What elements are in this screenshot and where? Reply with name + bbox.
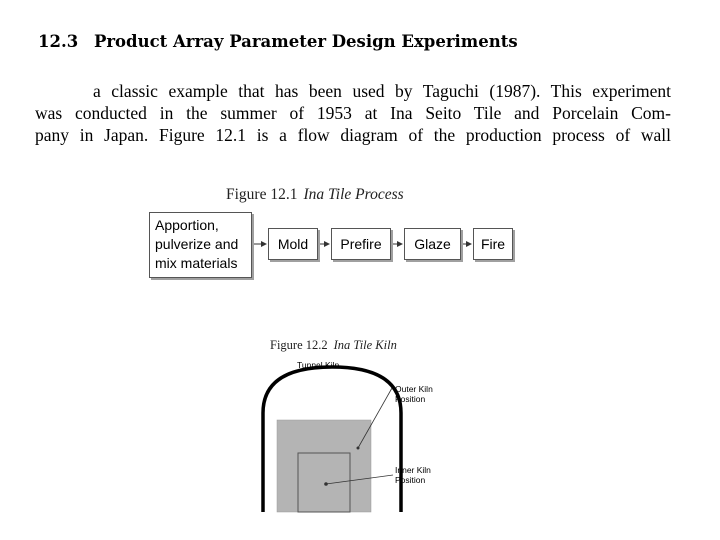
outer-position-pointer xyxy=(358,388,392,448)
figure-label: Figure 12.1 xyxy=(226,186,298,203)
section-title: Product Array Parameter Design Experiments xyxy=(93,32,518,51)
figure-title: Ina Tile Kiln xyxy=(333,338,397,352)
section-number: 12.3 xyxy=(38,32,79,51)
paragraph-line: a classic example that has been used by Taguchi (1987). This experiment xyxy=(93,81,671,101)
figure-label: Figure 12.2 xyxy=(270,338,328,352)
step-line: Apportion, xyxy=(155,217,219,233)
step-prefire-box: Prefire xyxy=(331,228,391,260)
step-line: pulverize and xyxy=(155,236,239,252)
outer-kiln-region xyxy=(277,420,371,512)
paragraph-line: pany in Japan. Figure 12.1 is a flow diagram of the production process of wall xyxy=(35,125,671,145)
step-mold-box: Mold xyxy=(268,228,318,260)
label-line: Outer Kiln xyxy=(395,384,433,394)
kiln-diagram xyxy=(255,355,455,530)
step-apportion-box xyxy=(149,212,252,278)
inner-kiln-position-label xyxy=(395,465,431,485)
outer-position-dot xyxy=(357,447,360,450)
step-line: mix materials xyxy=(155,255,238,271)
label-line: Inner Kiln xyxy=(395,465,431,475)
step-fire-box: Fire xyxy=(473,228,513,260)
process-flow-diagram xyxy=(147,208,527,280)
tunnel-kiln-label: Tunnel Kiln xyxy=(297,360,340,370)
figure-12-2-caption xyxy=(270,338,397,353)
section-heading xyxy=(38,32,518,51)
inner-position-dot xyxy=(324,482,328,486)
figure-title: Ina Tile Process xyxy=(303,186,404,203)
figure-12-1-caption xyxy=(226,186,404,204)
label-line: Position xyxy=(395,394,426,404)
label-line: Position xyxy=(395,475,426,485)
outer-kiln-position-label xyxy=(395,384,433,404)
body-paragraph xyxy=(35,80,671,146)
paragraph-line: was conducted in the summer of 1953 at Ina Seito Tile and Porcelain Com- xyxy=(35,103,671,123)
step-glaze-box: Glaze xyxy=(404,228,461,260)
